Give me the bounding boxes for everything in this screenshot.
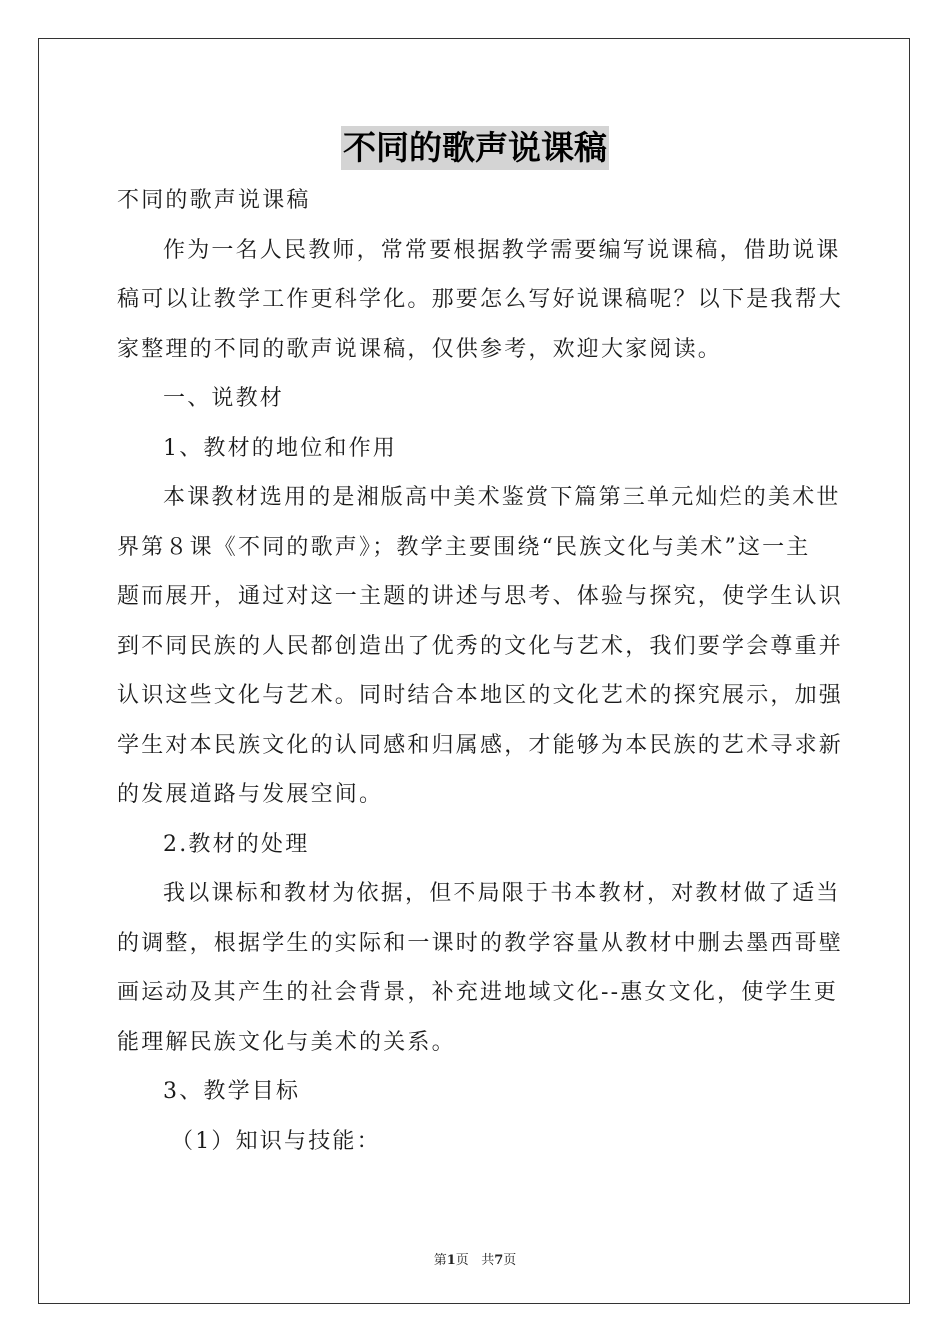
text-line: 作为一名人民教师，常常要根据教学需要编写说课稿，借助说课 (163, 237, 841, 263)
text-line: 到不同民族的人民都创造出了优秀的文化与艺术，我们要学会尊重并 (117, 633, 844, 659)
text-line: 界第８课《不同的歌声》；教学主要围绕“民族文化与美术”这一主 (117, 534, 811, 560)
text-line: 3、教学目标 (163, 1079, 301, 1104)
text-line: 画运动及其产生的社会背景，补充进地域文化--惠女文化，使学生更 (117, 980, 839, 1005)
text-line: 的调整，根据学生的实际和一课时的教学容量从教材中删去墨西哥壁 (117, 930, 844, 956)
text-line: （1）知识与技能： (171, 1128, 381, 1154)
title-container (0, 126, 950, 170)
total-suffix: 页 (503, 1253, 517, 1268)
text-line: 本课教材选用的是湘版高中美术鉴赏下篇第三单元灿烂的美术世 (163, 485, 841, 510)
total-prefix: 共 (481, 1253, 495, 1268)
text-line: 我以课标和教材为依据，但不局限于书本教材，对教材做了适当 (163, 881, 841, 906)
document-title: 不同的歌声说课稿 (341, 126, 609, 170)
text-line: 家整理的不同的歌声说课稿，仅供参考，欢迎大家阅读。 (117, 336, 723, 362)
text-line: 一、说教材 (163, 386, 285, 411)
text-line: 题而展开，通过对这一主题的讲述与思考、体验与探究，使学生认识 (117, 584, 844, 609)
page-suffix: 页 (455, 1253, 469, 1268)
text-line: 稿可以让教学工作更科学化。那要怎么写好说课稿呢？以下是我帮大 (117, 287, 844, 312)
text-line: 1、教材的地位和作用 (163, 435, 397, 461)
text-line: 学生对本民族文化的认同感和归属感，才能够为本民族的艺术寻求新 (117, 732, 844, 758)
text-line: 2.教材的处理 (163, 831, 310, 857)
current-page-number: 1 (446, 1253, 456, 1268)
document-body (117, 176, 844, 1166)
text-line: 认识这些文化与艺术。同时结合本地区的文化艺术的探究展示，加强 (117, 683, 844, 708)
page-footer (0, 1249, 950, 1268)
text-line: 不同的歌声说课稿 (117, 188, 311, 213)
total-page-count: 7 (494, 1253, 504, 1268)
text-line: 能理解民族文化与美术的关系。 (117, 1029, 456, 1055)
text-line: 的发展道路与发展空间。 (117, 782, 384, 807)
page-prefix: 第 (433, 1253, 447, 1268)
